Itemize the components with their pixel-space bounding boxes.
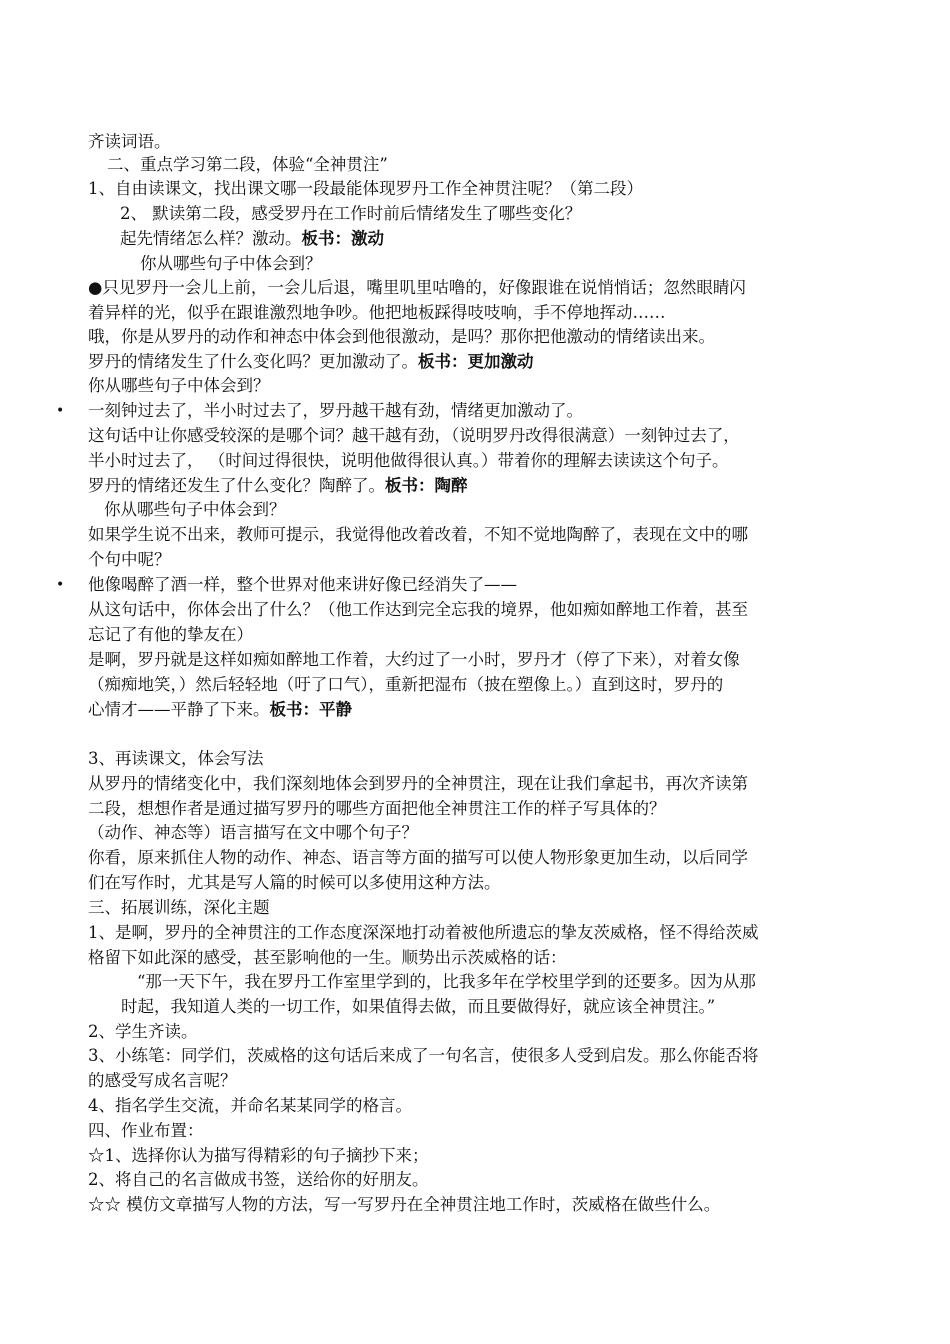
text-line: 从罗丹的情绪变化中，我们深刻地体会到罗丹的全神贯注，现在让我们拿起书，再次齐读第 [88,774,748,793]
text-line: 你看，原来抓住人物的动作、神态、语言等方面的描写可以使人物形象更加生动，以后同学 [88,848,748,867]
text-line: 从这句话中，你体会出了什么？（他工作达到完全忘我的境界，他如痴如醉地工作着，甚至 [88,600,748,619]
text-line: 3、小练笔：同学们，茨威格的这句话后来成了一句名言，使很多人受到启发。那么你能否将 [88,1046,759,1065]
text-line [88,350,868,374]
text-line: 4、指名学生交流，并命名某某同学的格言。 [88,1096,412,1115]
text-line: （痴痴地笑，）然后轻轻地（吁了口气），重新把湿布（披在塑像上。）直到这时，罗丹的 [88,675,724,694]
text-line: 齐读词语。 [88,132,171,151]
text-span: 罗丹的情绪还发生了什么变化？陶醉了。 [88,476,385,495]
text-span: 起先情绪怎么样？激动。 [120,229,302,248]
section-heading: 二、重点学习第二段，体验“全神贯注” [107,155,388,174]
text-line: 2、学生齐读。 [88,1022,198,1041]
bullet-icon: • [56,403,65,419]
text-line [88,698,868,722]
text-line: 1、自由读课文，找出课文哪一段最能体现罗丹工作全神贯注呢？（第二段） [88,179,643,198]
text-line: （动作、神态等）语言描写在文中哪个句子？ [88,823,418,842]
text-line: 是啊，罗丹就是这样如痴如醉地工作着，大约过了一小时，罗丹才（停了下来），对着女像 [88,650,740,669]
board-note: 板书：激动 [301,229,384,248]
text-line: ☆☆ 模仿文章描写人物的方法，写一写罗丹在全神贯注地工作时，茨威格在做些什么。 [88,1195,721,1214]
text-line: 忘记了有他的挚友在） [88,625,253,644]
text-line: ●只见罗丹一会儿上前，一会儿后退，嘴里叽里咕噜的，好像跟谁在说悄悄话；忽然眼睛闪 [88,278,746,297]
board-note: 板书：更加激动 [418,352,534,371]
text-line: 半小时过去了， （时间过得很快，说明他做得很认真。）带着你的理解去读读这个句子。 [88,451,729,470]
bullet-icon: • [56,577,65,593]
text-line: 们在写作时，尤其是写人篇的时候可以多使用这种方法。 [88,873,501,892]
board-note: 板书：平静 [269,700,352,719]
text-line: 2、 默读第二段，感受罗丹在工作时前后情绪发生了哪些变化？ [120,204,582,223]
quote-line: “那一天下午，我在罗丹工作室里学到的，比我多年在学校里学到的还要多。因为从那 [137,972,756,991]
text-line: 你从哪些句子中体会到？ [104,500,286,519]
text-line: 一刻钟过去了，半小时过去了，罗丹越干越有劲，情绪更加激动了。 [88,401,583,420]
text-line: 他像喝醉了酒一样，整个世界对他来讲好像已经消失了—— [88,575,517,594]
text-line: 着异样的光，似乎在跟谁激烈地争吵。他把地板踩得吱吱响，手不停地挥动…… [88,303,666,322]
text-line: 个句中呢？ [88,550,171,569]
text-span: 罗丹的情绪发生了什么变化吗？更加激动了。 [88,352,418,371]
text-line: 的感受写成名言呢？ [88,1071,237,1090]
text-line: 这句话中让你感受较深的是哪个词？越干越有劲，（说明罗丹改得很满意）一刻钟过去了， [88,426,740,445]
section-heading: 四、作业布置： [88,1121,204,1140]
board-note: 板书：陶醉 [385,476,468,495]
text-span: 心情才——平静了下来。 [88,700,270,719]
text-line: 你从哪些句子中体会到？ [88,376,270,395]
quote-line: 时起，我知道人类的一切工作，如果值得去做，而且要做得好，就应该全神贯注。” [121,997,716,1016]
text-line: 哦，你是从罗丹的动作和神态中体会到他很激动，是吗？那你把他激动的情绪读出来。 [88,327,715,346]
text-line: 二段，想想作者是通过描写罗丹的哪些方面把他全神贯注工作的样子写具体的？ [88,799,666,818]
section-heading: 三、拓展训练，深化主题 [88,898,270,917]
section-heading: 3、再读课文，体会写法 [88,749,264,768]
text-line: 1、是啊，罗丹的全神贯注的工作态度深深地打动着被他所遗忘的挚友茨威格，怪不得给茨威 [88,923,759,942]
text-line [88,474,868,498]
text-line: 如果学生说不出来，教师可提示，我觉得他改着改着，不知不觉地陶醉了，表现在文中的哪 [88,525,748,544]
text-line [120,227,900,251]
text-line: 格留下如此深的感受，甚至影响他的一生。顺势出示茨威格的话： [88,948,567,967]
text-line: ☆1、选择你认为描写得精彩的句子摘抄下来； [88,1146,429,1165]
text-line: 你从哪些句子中体会到？ [140,254,322,273]
text-line: 2、将自己的名言做成书签，送给你的好朋友。 [88,1170,429,1189]
